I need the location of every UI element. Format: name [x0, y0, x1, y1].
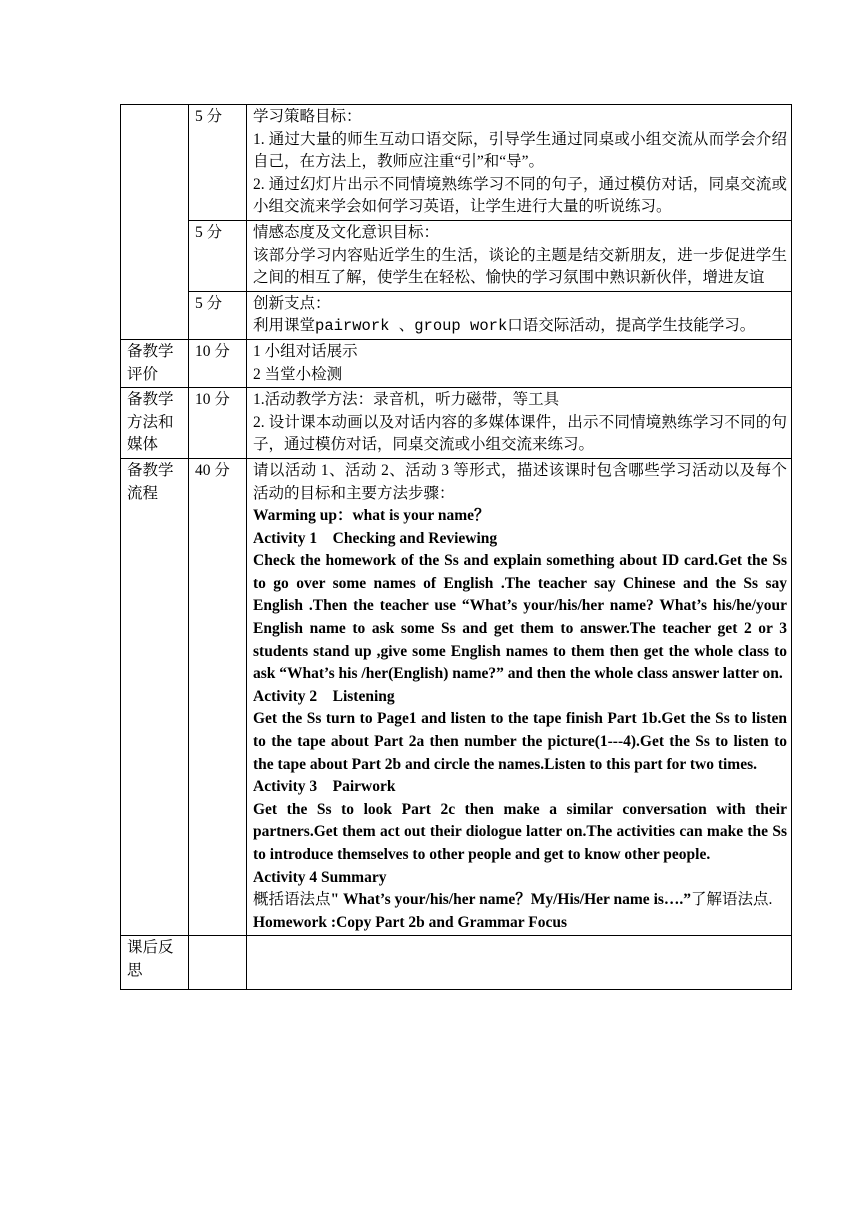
minutes-cell: 5 分: [189, 291, 247, 339]
text-line: 2. 设计课本动画以及对话内容的多媒体课件，出示不同情境熟练学习不同的句子，通过模仿对话，同桌交流或小组交流来练习。: [253, 413, 787, 454]
text-part: 利用课堂: [253, 317, 316, 335]
minutes-cell: 40 分: [189, 458, 247, 935]
activity-title: Activity 3 Pairwork: [253, 778, 396, 796]
activity-title: Activity 2 Listening: [253, 687, 395, 705]
instruction-text: 请以活动 1、活动 2、活动 3 等形式，描述该课时包含哪些学习活动以及每个活动的目标和主要方法步骤：: [253, 461, 787, 502]
text-part: 概括语法点: [253, 891, 331, 909]
text-line: 1. 通过大量的师生互动口语交际，引导学生通过同桌或小组交流从而学会介绍自己，在方法上，教师应注重“引”和“导”。: [253, 130, 787, 171]
text-line: 1.活动教学方法：录音机，听力磁带，等工具: [253, 391, 560, 409]
text-line: [253, 315, 787, 338]
activity-title: Activity 4 Summary: [253, 868, 387, 886]
table-row: [121, 458, 792, 935]
row-label: 备教学 方法和 媒体: [121, 388, 189, 459]
content-cell: [247, 105, 792, 221]
text-line: 2 当堂小检测: [253, 365, 343, 383]
empty-cell: [247, 936, 792, 990]
table-row: [121, 105, 792, 221]
content-cell: [247, 388, 792, 459]
text-part: 了解语法点.: [691, 891, 773, 909]
section-heading: 学习策略目标：: [253, 108, 362, 125]
table-row: [121, 339, 792, 387]
content-cell: [247, 291, 792, 339]
warmup-line: Warming up：what is your name？: [253, 507, 490, 525]
section-heading: 创新支点：: [253, 294, 331, 312]
row-label-empty: [121, 105, 189, 340]
text-line: 2. 通过幻灯片出示不同情境熟练学习不同的句子，通过模仿对话，同桌交流或小组交流来学会如何学习英语，让学生进行大量的听说练习。: [253, 175, 787, 216]
row-label: 备教学 流程: [121, 458, 189, 935]
section-heading: 情感态度及文化意识目标：: [253, 223, 440, 241]
content-cell: [247, 220, 792, 291]
row-label: 备教学 评价: [121, 339, 189, 387]
text-part: " What’s your/his/her name？My/His/Her name is….”: [330, 891, 692, 909]
text-part: 口语交际活动，提高学生技能学习。: [507, 317, 756, 335]
content-cell: [247, 458, 792, 935]
summary-line: [253, 889, 787, 912]
activity-body: Get the Ss turn to Page1 and listen to the tape finish Part 1b.Get the Ss to listen to the tape about Part 2a then number the picture(1---4).Get the Ss to listen to the tape about Part 2b and circle the names.Listen to this part for two times.: [253, 710, 787, 773]
table-row: [121, 388, 792, 459]
table-row: [121, 936, 792, 990]
minutes-cell: 5 分: [189, 220, 247, 291]
table-row: [121, 220, 792, 291]
minutes-cell: 10 分: [189, 388, 247, 459]
activity-body: Get the Ss to look Part 2c then make a similar conversation with their partners.Get them act out their diologue latter on.The activities can make the Ss to introduce themselves to other people and get to know other people.: [253, 800, 787, 863]
minutes-cell: 5 分: [189, 105, 247, 221]
text-line: 该部分学习内容贴近学生的生活，谈论的主题是结交新朋友，进一步促进学生之间的相互了解，使学生在轻松、愉快的学习氛围中熟识新伙伴，增进友谊: [253, 246, 787, 287]
minutes-cell: 10 分: [189, 339, 247, 387]
activity-body: Check the homework of the Ss and explain something about ID card.Get the Ss to go over some names of English .The teacher say Chinese and the Ss say English .Then the teacher use “What’s your/his/her name? What’s his/he/your English name to ask some Ss and get them to answer.The teacher get 2 or 3 students stand up ,give some English names to them then get the whole class to ask “What’s his /her(English) name?” and then the whole class answer latter on.: [253, 552, 787, 683]
text-line: 1 小组对话展示: [253, 342, 358, 360]
activity-title: Activity 1 Checking and Reviewing: [253, 529, 498, 547]
homework-line: Homework :Copy Part 2b and Grammar Focus: [253, 913, 567, 931]
text-part: pairwork 、group work: [315, 317, 508, 336]
empty-cell: [189, 936, 247, 990]
lesson-plan-table: [120, 104, 792, 990]
table-row: [121, 291, 792, 339]
content-cell: [247, 339, 792, 387]
row-label: 课后反 思: [121, 936, 189, 990]
